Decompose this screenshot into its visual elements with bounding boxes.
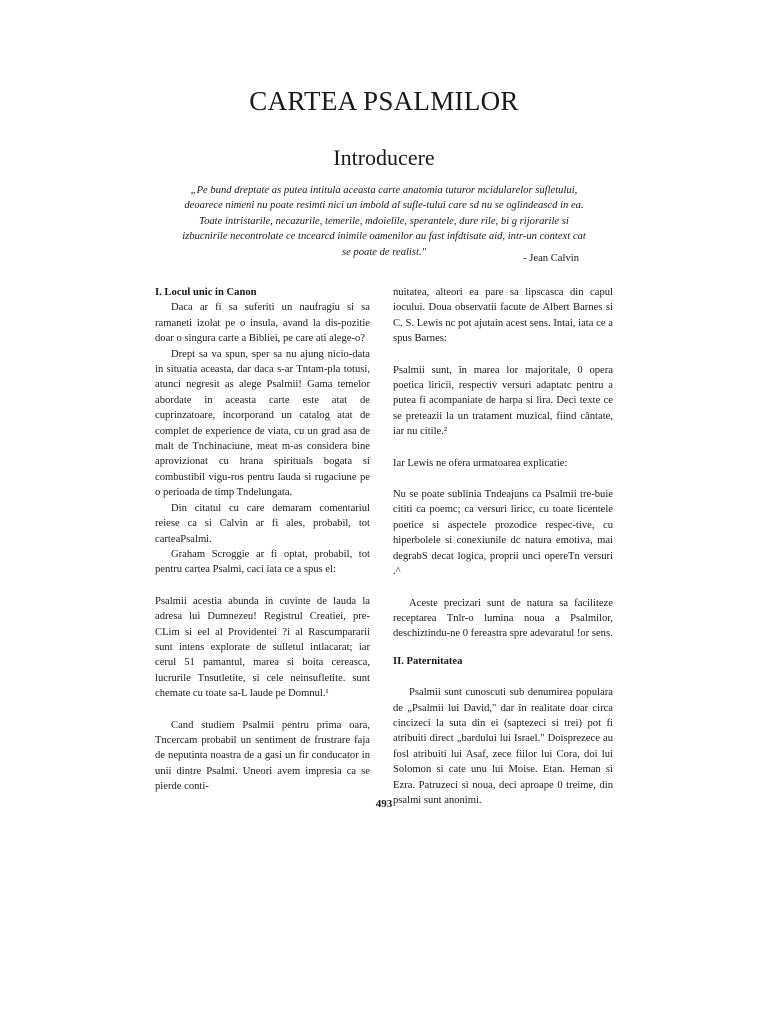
left-column [155, 285, 370, 795]
paragraph: Iar Lewis ne ofera urmatoarea explicatie: [393, 457, 568, 469]
paragraph: Cand studiem Psalmii pentru prima oara, Tncercam probabil un sentiment de frustrare faja de neputinta noastra de a gasi un fir conducator in unii dintre Psalmi. Uneori avem impresia ca se pierde conti- [155, 719, 370, 793]
section-heading-canon: I. Locul unic in Canon [155, 287, 257, 298]
paragraph: Drept sa va spun, sper sa nu ajung nicio-data in situatia aceasta, dar daca s-ar Tntam-pla totusi, atunci negresit as alege Psalmii! Gama temelor abordate in aceasta carte este atat de cuprinzatoare, incorporand un catalog atat de complet de experience de viata, cu un grad asa de malt de Tnchinaciune, meat m-as considera bine aprovizionat cu hrana spirituals bogata si combustibil vigu-ros pentru lauda si rugaciune pe o perioada de timp Tndelungata. [155, 348, 370, 499]
paragraph: Aceste precizari sunt de natura sa faciliteze receptarea Tnlr-o lumina noua a Psalmilor, deschiztindu-ne 0 fereastra spre adevaratul !or sens. [393, 597, 613, 640]
page-title: CARTEA PSALMILOR [249, 86, 519, 116]
paragraph: Daca ar fi sa suferiti un naufragiu si sa ramaneti izolat pe o insula, avand la dis-pozitie doar o singura carte a Bibliei, pe care ati alege-o? [155, 302, 370, 345]
block-quote: Psalmii sunt, în marea lor majoritale, 0 opera poetica liricii, respectiv versuri adaptatc pentru a putea fi acompaniate de harpa si lira. Deci texte ce se preteazii la un tratament muzical, fiind cântate, iar nu citile.² [393, 364, 613, 438]
page-number: 493 [375, 798, 393, 810]
right-column [393, 285, 613, 808]
section-subtitle: Introducere [333, 145, 435, 170]
paragraph: Graham Scroggie ar fi optat, probabil, tot pentru cartea Psalmi, caci iata ce a spus el: [155, 548, 370, 576]
block-quote: Nu se poate sublinia Tndeajuns ca Psalmii tre-buie cititi ca poemc; ca versuri liricc, cu toate licentele poetice si aspectele prozodice respec-tive, cu hiperbolele si conexiunile dc natura emotiva, mai degrabS decat logica, proprii unci opereTn versuri .^ [393, 489, 613, 578]
section-heading-paternity: II. Paternitatea [393, 655, 463, 667]
block-quote: Psalmii acestia abunda in cuvinte de lauda la adresa lui Dumnezeu! Registrul Creatiei, pre-CLim si eel al Providentei ?i al Rascumpararii sunt intens explorate de sulletul intlacarat; iar cerul 51 pamantul, marea si boita cereasca, lucrurile Tnsutletite, si cele neinsufletite. sunt chemate cu toate sa-L laude pe Domnul.¹ [155, 595, 370, 700]
paragraph: nuitatea, alteori ea pare sa lipscasca din capul iocului. Doua observatii facute de Albert Barnes si C. S. Lewis nc pot ajutain acest sens. Intai, iata ce a spus Barnes: [393, 287, 613, 345]
epigraph-quote: „Pe bund dreptate as putea intitula aceasta carte anatomia tuturor mcidularelor sufletului, deoarece nimeni nu poate resimti nici un imbold al sufle-tului care sd nu se oglindeascd in ea. Toate intristarile, necazurile, temerile, mdoielile, sperantele, dure rile, bi g rijorarile si izbucnirile necontrolate ce tncearcd inimile oamenilor au fast infdtisate aid, intr-un context cat se poate de realist." [182, 185, 586, 258]
paragraph: Psalmii sunt cunoscuti sub denumirea populara de „Psalmii lui David," dar în realitate doar circa cincizeci la suta din ei (saptezeci si trei) pot fi atribuiti direct „bardului lui Israel." Doisprezece au fosl atribuiti lui Asaf, zece fiilor lui Cora, doi lui Solomon si cate unu lui Moise. Etan. Heman si Ezra. Patruzeci si noua, deci aproape 0 treime, din psalmi sunt anonimi. [393, 687, 613, 806]
epigraph-attribution: - Jean Calvin [523, 253, 579, 264]
paragraph: Din citatul cu care demaram comentariul reiese ca si Calvin ar fi ales, probabil, tot carteaPsalmi. [155, 502, 370, 545]
